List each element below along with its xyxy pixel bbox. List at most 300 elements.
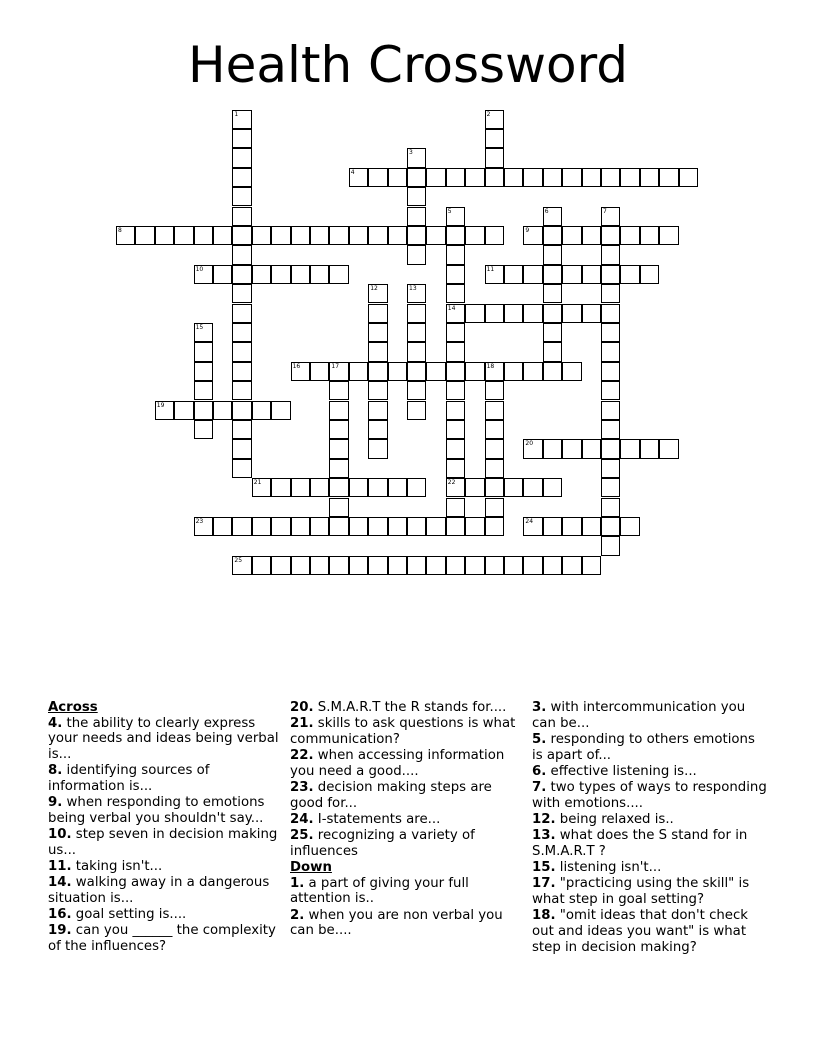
clue-item — [48, 859, 284, 875]
grid-cell[interactable] — [543, 439, 562, 458]
grid-cell[interactable] — [582, 168, 601, 187]
clue-item-text: the ability to clearly express your needs and ideas being verbal is... — [48, 715, 279, 763]
grid-cell[interactable] — [232, 517, 251, 536]
grid-cell[interactable] — [329, 517, 348, 536]
grid-cell[interactable] — [485, 129, 504, 148]
grid-cell[interactable] — [329, 265, 348, 284]
grid-cell[interactable] — [523, 478, 542, 497]
grid-cell[interactable] — [310, 362, 329, 381]
grid-cell[interactable] — [388, 168, 407, 187]
grid-cell[interactable] — [291, 265, 310, 284]
grid-cell[interactable] — [543, 556, 562, 575]
grid-cell[interactable] — [310, 556, 329, 575]
grid-cell[interactable] — [232, 110, 251, 129]
grid-cell[interactable] — [523, 226, 542, 245]
grid-cell[interactable] — [271, 265, 290, 284]
grid-cell[interactable] — [407, 168, 426, 187]
grid-cell[interactable] — [562, 226, 581, 245]
clue-item — [48, 716, 284, 763]
grid-cell[interactable] — [368, 304, 387, 323]
grid-cell[interactable] — [271, 226, 290, 245]
grid-cell[interactable] — [388, 226, 407, 245]
grid-cell[interactable] — [485, 110, 504, 129]
grid-cell[interactable] — [271, 517, 290, 536]
grid-cell[interactable] — [426, 556, 445, 575]
grid-cell[interactable] — [543, 323, 562, 342]
grid-cell[interactable] — [329, 226, 348, 245]
grid-cell[interactable] — [562, 556, 581, 575]
grid-cell[interactable] — [426, 226, 445, 245]
grid-cell[interactable] — [213, 401, 232, 420]
clue-number: 18 — [486, 362, 495, 370]
clue-item-number: 2. — [290, 907, 305, 923]
grid-cell[interactable] — [232, 420, 251, 439]
grid-cell[interactable] — [485, 381, 504, 400]
grid-cell[interactable] — [465, 226, 484, 245]
grid-cell[interactable] — [310, 265, 329, 284]
grid-cell[interactable] — [252, 478, 271, 497]
grid-cell[interactable] — [446, 439, 465, 458]
grid-cell[interactable] — [407, 556, 426, 575]
grid-cell[interactable] — [485, 498, 504, 517]
clue-item — [532, 908, 768, 955]
grid-cell[interactable] — [523, 265, 542, 284]
grid-cell[interactable] — [543, 245, 562, 264]
grid-cell[interactable] — [465, 168, 484, 187]
clue-item-text: a part of giving your full attention is.. — [290, 875, 469, 907]
grid-cell[interactable] — [174, 226, 193, 245]
grid-cell[interactable] — [620, 517, 639, 536]
grid-cell[interactable] — [252, 556, 271, 575]
grid-cell[interactable] — [329, 556, 348, 575]
grid-cell[interactable] — [465, 517, 484, 536]
grid-cell[interactable] — [543, 478, 562, 497]
grid-cell[interactable] — [368, 517, 387, 536]
grid-cell[interactable] — [543, 265, 562, 284]
grid-cell[interactable] — [368, 478, 387, 497]
grid-cell[interactable] — [291, 556, 310, 575]
grid-cell[interactable] — [232, 207, 251, 226]
grid-cell[interactable] — [446, 342, 465, 361]
grid-cell[interactable] — [232, 187, 251, 206]
grid-cell[interactable] — [601, 362, 620, 381]
clue-item — [48, 763, 284, 794]
grid-cell[interactable] — [485, 420, 504, 439]
clue-number: 16 — [292, 362, 301, 370]
grid-cell[interactable] — [601, 478, 620, 497]
grid-cell[interactable] — [485, 265, 504, 284]
grid-cell[interactable] — [485, 439, 504, 458]
grid-cell[interactable] — [232, 362, 251, 381]
grid-cell[interactable] — [407, 478, 426, 497]
clue-item-number: 17. — [532, 876, 556, 892]
clue-item-text: when responding to emotions being verbal you shouldn't say... — [48, 795, 265, 826]
grid-cell[interactable] — [194, 401, 213, 420]
grid-cell[interactable] — [194, 342, 213, 361]
grid-cell[interactable] — [582, 439, 601, 458]
grid-cell[interactable] — [543, 517, 562, 536]
grid-cell[interactable] — [659, 226, 678, 245]
grid-cell[interactable] — [368, 439, 387, 458]
grid-cell[interactable] — [407, 187, 426, 206]
grid-cell[interactable] — [601, 342, 620, 361]
grid-cell[interactable] — [504, 362, 523, 381]
clue-item-text: with intercommunication you can be... — [532, 700, 746, 731]
clue-number: 17 — [331, 362, 340, 370]
grid-cell[interactable] — [485, 148, 504, 167]
grid-cell[interactable] — [213, 265, 232, 284]
grid-cell[interactable] — [116, 226, 135, 245]
grid-cell[interactable] — [291, 226, 310, 245]
grid-cell[interactable] — [446, 459, 465, 478]
grid-cell[interactable] — [194, 265, 213, 284]
grid-cell[interactable] — [194, 381, 213, 400]
grid-cell[interactable] — [232, 265, 251, 284]
grid-cell[interactable] — [601, 304, 620, 323]
clue-item-text: skills to ask questions is what communication? — [290, 716, 516, 747]
grid-cell[interactable] — [349, 226, 368, 245]
clue-item-text: listening isn't... — [555, 860, 662, 876]
clue-number: 5 — [447, 207, 452, 215]
grid-cell[interactable] — [582, 226, 601, 245]
grid-cell[interactable] — [349, 168, 368, 187]
grid-cell[interactable] — [329, 362, 348, 381]
grid-cell[interactable] — [601, 439, 620, 458]
grid-cell[interactable] — [310, 226, 329, 245]
grid-cell[interactable] — [271, 401, 290, 420]
grid-cell[interactable] — [232, 401, 251, 420]
grid-cell[interactable] — [388, 556, 407, 575]
grid-cell[interactable] — [232, 129, 251, 148]
grid-cell[interactable] — [446, 245, 465, 264]
clue-number: 9 — [525, 226, 530, 234]
grid-cell[interactable] — [601, 323, 620, 342]
clue-item-text: walking away in a dangerous situation is... — [48, 875, 270, 906]
grid-cell[interactable] — [407, 304, 426, 323]
grid-cell[interactable] — [562, 362, 581, 381]
grid-cell[interactable] — [601, 207, 620, 226]
grid-cell[interactable] — [407, 148, 426, 167]
grid-cell[interactable] — [232, 556, 251, 575]
grid-cell[interactable] — [446, 401, 465, 420]
grid-cell[interactable] — [174, 401, 193, 420]
clue-number: 25 — [234, 556, 243, 564]
clue-number: 1 — [234, 110, 239, 118]
grid-cell[interactable] — [446, 381, 465, 400]
clue-item — [290, 908, 526, 939]
grid-cell[interactable] — [368, 226, 387, 245]
grid-cell[interactable] — [562, 517, 581, 536]
grid-cell[interactable] — [601, 265, 620, 284]
grid-cell[interactable] — [407, 323, 426, 342]
grid-cell[interactable] — [155, 226, 174, 245]
grid-cell[interactable] — [349, 478, 368, 497]
grid-cell[interactable] — [407, 226, 426, 245]
grid-cell[interactable] — [543, 304, 562, 323]
grid-cell[interactable] — [620, 226, 639, 245]
clue-item-text: when you are non verbal you can be.... — [290, 907, 503, 939]
grid-cell[interactable] — [562, 304, 581, 323]
grid-cell[interactable] — [271, 478, 290, 497]
grid-cell[interactable] — [252, 401, 271, 420]
grid-cell[interactable] — [485, 362, 504, 381]
clue-number: 2 — [486, 110, 491, 118]
grid-cell[interactable] — [368, 381, 387, 400]
grid-cell[interactable] — [504, 265, 523, 284]
grid-cell[interactable] — [620, 168, 639, 187]
grid-cell[interactable] — [407, 517, 426, 536]
grid-cell[interactable] — [446, 323, 465, 342]
grid-cell[interactable] — [329, 401, 348, 420]
grid-cell[interactable] — [601, 284, 620, 303]
grid-cell[interactable] — [368, 168, 387, 187]
grid-cell[interactable] — [659, 439, 678, 458]
clue-item — [532, 732, 768, 763]
grid-cell[interactable] — [446, 304, 465, 323]
grid-cell[interactable] — [465, 362, 484, 381]
grid-cell[interactable] — [640, 168, 659, 187]
grid-cell[interactable] — [232, 439, 251, 458]
clue-item-number: 22. — [290, 748, 314, 764]
grid-cell[interactable] — [601, 245, 620, 264]
clue-number: 15 — [195, 323, 204, 331]
grid-cell[interactable] — [601, 498, 620, 517]
grid-cell[interactable] — [543, 226, 562, 245]
clue-column-2 — [290, 700, 526, 940]
grid-cell[interactable] — [485, 226, 504, 245]
grid-cell[interactable] — [426, 517, 445, 536]
grid-cell[interactable] — [329, 439, 348, 458]
grid-cell[interactable] — [329, 459, 348, 478]
grid-cell[interactable] — [640, 226, 659, 245]
grid-cell[interactable] — [582, 556, 601, 575]
grid-cell[interactable] — [368, 284, 387, 303]
grid-cell[interactable] — [446, 207, 465, 226]
clue-item — [532, 812, 768, 828]
grid-cell[interactable] — [368, 401, 387, 420]
grid-cell[interactable] — [349, 556, 368, 575]
grid-cell[interactable] — [407, 401, 426, 420]
clue-section-heading: Across — [48, 700, 98, 715]
clue-item-text: two types of ways to responding with emotions.... — [532, 780, 767, 811]
grid-cell[interactable] — [601, 420, 620, 439]
clue-item — [290, 876, 526, 907]
grid-cell[interactable] — [446, 362, 465, 381]
grid-cell[interactable] — [601, 401, 620, 420]
grid-cell[interactable] — [271, 556, 290, 575]
grid-cell[interactable] — [368, 420, 387, 439]
grid-cell[interactable] — [194, 323, 213, 342]
grid-cell[interactable] — [407, 362, 426, 381]
grid-cell[interactable] — [194, 420, 213, 439]
grid-cell[interactable] — [601, 381, 620, 400]
grid-cell[interactable] — [523, 517, 542, 536]
grid-cell[interactable] — [582, 304, 601, 323]
grid-cell[interactable] — [485, 168, 504, 187]
clue-number: 11 — [486, 265, 495, 273]
grid-cell[interactable] — [155, 401, 174, 420]
grid-cell[interactable] — [213, 226, 232, 245]
clue-item — [48, 875, 284, 906]
grid-cell[interactable] — [485, 517, 504, 536]
grid-cell[interactable] — [329, 498, 348, 517]
clue-item-text: being relaxed is.. — [555, 811, 674, 827]
grid-cell[interactable] — [407, 381, 426, 400]
grid-cell[interactable] — [349, 517, 368, 536]
grid-cell[interactable] — [523, 362, 542, 381]
clue-item-number: 8. — [48, 763, 63, 779]
grid-cell[interactable] — [232, 245, 251, 264]
clue-item-number: 1. — [290, 875, 305, 891]
grid-cell[interactable] — [310, 517, 329, 536]
clue-item-number: 4. — [48, 715, 63, 731]
clue-item-text: responding to others emotions is apart of... — [532, 731, 755, 763]
clue-item-text: can you ______ the complexity of the influences? — [48, 923, 276, 955]
grid-cell[interactable] — [194, 517, 213, 536]
grid-cell[interactable] — [349, 362, 368, 381]
clue-number: 24 — [525, 517, 534, 525]
grid-cell[interactable] — [620, 265, 639, 284]
grid-cell[interactable] — [562, 265, 581, 284]
clue-item — [48, 923, 284, 954]
grid-cell[interactable] — [232, 342, 251, 361]
grid-cell[interactable] — [446, 556, 465, 575]
grid-cell[interactable] — [543, 168, 562, 187]
grid-cell[interactable] — [232, 148, 251, 167]
grid-cell[interactable] — [523, 304, 542, 323]
grid-cell[interactable] — [232, 381, 251, 400]
grid-cell[interactable] — [640, 439, 659, 458]
grid-cell[interactable] — [426, 168, 445, 187]
grid-cell[interactable] — [252, 226, 271, 245]
grid-cell[interactable] — [485, 478, 504, 497]
grid-cell[interactable] — [562, 168, 581, 187]
grid-cell[interactable] — [232, 226, 251, 245]
grid-cell[interactable] — [194, 362, 213, 381]
grid-cell[interactable] — [465, 304, 484, 323]
grid-cell[interactable] — [504, 556, 523, 575]
clue-number: 3 — [409, 149, 413, 157]
grid-cell[interactable] — [659, 168, 678, 187]
grid-cell[interactable] — [465, 478, 484, 497]
grid-cell[interactable] — [562, 439, 581, 458]
clue-item-number: 5. — [532, 731, 547, 747]
grid-cell[interactable] — [368, 556, 387, 575]
grid-cell[interactable] — [485, 401, 504, 420]
clue-item-text: I-statements are... — [313, 811, 441, 827]
grid-cell[interactable] — [543, 362, 562, 381]
clue-item — [48, 795, 284, 826]
grid-cell[interactable] — [446, 498, 465, 517]
grid-cell[interactable] — [388, 478, 407, 497]
grid-cell[interactable] — [679, 168, 698, 187]
grid-cell[interactable] — [601, 517, 620, 536]
grid-cell[interactable] — [329, 478, 348, 497]
clue-item — [290, 828, 526, 859]
clue-item-number: 21. — [290, 716, 314, 732]
grid-cell[interactable] — [446, 265, 465, 284]
grid-cell[interactable] — [426, 362, 445, 381]
grid-cell[interactable] — [446, 226, 465, 245]
grid-cell[interactable] — [523, 556, 542, 575]
grid-cell[interactable] — [232, 284, 251, 303]
grid-cell[interactable] — [485, 556, 504, 575]
grid-cell[interactable] — [504, 304, 523, 323]
grid-cell[interactable] — [252, 517, 271, 536]
grid-cell[interactable] — [582, 517, 601, 536]
grid-cell[interactable] — [310, 478, 329, 497]
grid-cell[interactable] — [388, 517, 407, 536]
grid-cell[interactable] — [543, 284, 562, 303]
page-title: Health Crossword — [187, 36, 629, 94]
grid-cell[interactable] — [446, 284, 465, 303]
grid-cell[interactable] — [291, 478, 310, 497]
grid-cell[interactable] — [601, 459, 620, 478]
grid-cell[interactable] — [523, 168, 542, 187]
grid-cell[interactable] — [504, 478, 523, 497]
grid-cell[interactable] — [213, 517, 232, 536]
clue-item-text: recognizing a variety of influences — [290, 828, 475, 859]
grid-cell[interactable] — [485, 459, 504, 478]
clue-item-number: 6. — [532, 763, 547, 779]
grid-cell[interactable] — [232, 323, 251, 342]
grid-cell[interactable] — [291, 517, 310, 536]
clue-section-heading: Down — [290, 860, 332, 876]
grid-cell[interactable] — [329, 381, 348, 400]
clue-column-3 — [532, 700, 768, 956]
grid-cell[interactable] — [407, 207, 426, 226]
grid-cell[interactable] — [620, 439, 639, 458]
grid-cell[interactable] — [543, 342, 562, 361]
grid-cell[interactable] — [543, 207, 562, 226]
grid-cell[interactable] — [446, 168, 465, 187]
grid-cell[interactable] — [446, 478, 465, 497]
grid-cell[interactable] — [232, 304, 251, 323]
grid-cell[interactable] — [601, 536, 620, 555]
grid-cell[interactable] — [329, 420, 348, 439]
grid-cell[interactable] — [465, 556, 484, 575]
grid-cell[interactable] — [601, 168, 620, 187]
clue-number: 10 — [195, 265, 204, 273]
grid-cell[interactable] — [291, 362, 310, 381]
grid-cell[interactable] — [135, 226, 154, 245]
grid-cell[interactable] — [194, 226, 213, 245]
grid-cell[interactable] — [407, 284, 426, 303]
clue-item-number: 16. — [48, 907, 72, 923]
grid-cell[interactable] — [601, 226, 620, 245]
grid-cell[interactable] — [485, 304, 504, 323]
grid-cell[interactable] — [252, 265, 271, 284]
grid-cell[interactable] — [523, 439, 542, 458]
grid-cell[interactable] — [368, 323, 387, 342]
grid-cell[interactable] — [446, 517, 465, 536]
clue-item-number: 20. — [290, 700, 314, 715]
grid-cell[interactable] — [446, 420, 465, 439]
grid-cell[interactable] — [232, 168, 251, 187]
grid-cell[interactable] — [407, 342, 426, 361]
clue-item-number: 10. — [48, 827, 72, 843]
grid-cell[interactable] — [368, 342, 387, 361]
clue-number: 7 — [603, 207, 607, 215]
grid-cell[interactable] — [388, 362, 407, 381]
grid-cell[interactable] — [232, 459, 251, 478]
clue-item — [532, 876, 768, 907]
grid-cell[interactable] — [407, 245, 426, 264]
grid-cell[interactable] — [504, 168, 523, 187]
grid-cell[interactable] — [640, 265, 659, 284]
grid-cell[interactable] — [582, 265, 601, 284]
grid-cell[interactable] — [368, 362, 387, 381]
